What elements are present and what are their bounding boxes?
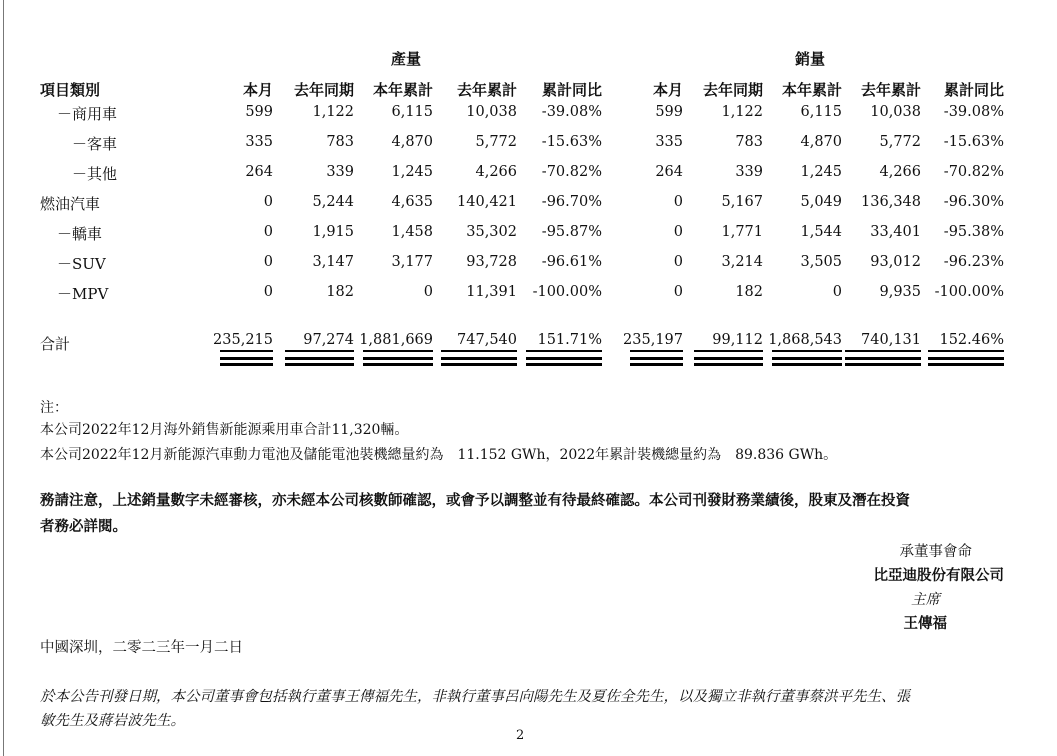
table-cell-prod-month: 264	[245, 164, 273, 180]
table-cell-sales-last-ytd: 5,772	[879, 134, 921, 150]
table-cell-prod-month: 0	[263, 284, 273, 300]
total-underline-single	[363, 350, 433, 352]
total-underline-single	[630, 350, 683, 352]
table-cell-prod-last-ytd: 5,772	[475, 134, 517, 150]
col-header-sales-last-year-same-period: 去年同期	[702, 81, 763, 99]
table-cell-sales-last-ytd: 93,012	[870, 254, 921, 270]
table-cell-sales-yoy: -96.30%	[943, 194, 1004, 210]
table-cell-prod-yoy: -15.63%	[541, 134, 602, 150]
signature-company: 比亞迪股份有限公司	[873, 567, 1004, 584]
total-underline-single	[285, 350, 354, 352]
table-cell-prod-last-ytd: 4,266	[475, 164, 517, 180]
table-cell-prod-ytd: 6,115	[391, 104, 433, 120]
col-header-prod-last-ytd: 去年累計	[456, 81, 517, 99]
table-cell-prod-ytd: 4,870	[391, 134, 433, 150]
table-cell-prod-last-ytd: 11,391	[466, 284, 517, 300]
total-underline-single	[772, 350, 842, 352]
total-cell-prod-yoy: 151.71%	[537, 332, 602, 348]
table-cell-sales-last-ytd: 136,348	[861, 194, 921, 210]
total-underline-double-top	[526, 357, 602, 360]
page-number: 2	[516, 728, 525, 743]
table-cell-sales-yoy: -95.38%	[943, 224, 1004, 240]
total-underline-double-bottom	[772, 363, 842, 366]
table-cell-prod-month: 0	[263, 194, 273, 210]
row-label: －MPV	[57, 285, 109, 303]
table-cell-sales-last-ytd: 4,266	[879, 164, 921, 180]
table-cell-prod-last-ytd: 10,038	[466, 104, 517, 120]
table-cell-prod-yoy: -100.00%	[532, 284, 602, 300]
board-statement-line-2: 敏先生及蔣岩波先生。	[40, 713, 185, 729]
table-cell-prod-last-year-same-period: 1,915	[312, 224, 354, 240]
total-underline-single	[845, 350, 921, 352]
signature-by-order: 承董事會命	[899, 544, 972, 560]
col-header-sales-ytd: 本年累計	[781, 81, 842, 99]
table-cell-sales-yoy: -70.82%	[943, 164, 1004, 180]
total-underline-double-top	[694, 357, 763, 360]
total-cell-sales-month: 235,197	[623, 332, 683, 348]
table-cell-prod-ytd: 1,245	[391, 164, 433, 180]
row-label: －轎車	[57, 225, 103, 243]
table-cell-sales-month: 0	[673, 224, 683, 240]
table-cell-sales-yoy: -96.23%	[943, 254, 1004, 270]
table-cell-prod-ytd: 0	[423, 284, 433, 300]
table-cell-sales-yoy: -100.00%	[934, 284, 1004, 300]
total-underline-double-top	[441, 357, 517, 360]
table-cell-prod-last-year-same-period: 182	[326, 284, 354, 300]
total-cell-sales-last-year-same-period: 99,112	[712, 332, 763, 348]
total-underline-double-top	[285, 357, 354, 360]
signature-title: 主席	[911, 592, 940, 608]
table-cell-sales-last-year-same-period: 783	[735, 134, 763, 150]
total-underline-double-bottom	[441, 363, 517, 366]
table-cell-prod-last-year-same-period: 783	[326, 134, 354, 150]
row-label: －其他	[72, 165, 118, 183]
table-cell-sales-yoy: -39.08%	[943, 104, 1004, 120]
total-underline-single	[526, 350, 602, 352]
total-underline-double-bottom	[630, 363, 683, 366]
table-cell-sales-ytd: 0	[832, 284, 842, 300]
table-cell-sales-ytd: 4,870	[800, 134, 842, 150]
table-cell-sales-yoy: -15.63%	[943, 134, 1004, 150]
table-cell-sales-last-ytd: 10,038	[870, 104, 921, 120]
table-cell-sales-last-year-same-period: 1,122	[721, 104, 763, 120]
total-underline-double-top	[220, 357, 273, 360]
row-label: 燃油汽車	[40, 195, 101, 213]
table-cell-prod-month: 599	[245, 104, 273, 120]
total-underline-double-top	[630, 357, 683, 360]
table-cell-sales-ytd: 6,115	[800, 104, 842, 120]
table-cell-prod-last-ytd: 35,302	[466, 224, 517, 240]
table-cell-prod-ytd: 3,177	[391, 254, 433, 270]
total-cell-sales-last-ytd: 740,131	[861, 332, 921, 348]
signature-name: 王傳福	[903, 615, 947, 632]
col-header-sales-month: 本月	[652, 81, 683, 99]
caution-line-2: 者務必詳閱。	[40, 518, 127, 535]
table-cell-sales-last-ytd: 33,401	[870, 224, 921, 240]
sales-group-header: 銷量	[795, 50, 826, 68]
col-header-sales-yoy: 累計同比	[943, 81, 1004, 99]
table-cell-sales-last-year-same-period: 3,214	[721, 254, 763, 270]
table-cell-prod-ytd: 1,458	[391, 224, 433, 240]
label-column-header: 項目類別	[40, 81, 101, 99]
total-underline-single	[928, 350, 1004, 352]
table-cell-sales-ytd: 3,505	[800, 254, 842, 270]
col-header-prod-last-year-same-period: 去年同期	[293, 81, 354, 99]
total-cell-prod-last-year-same-period: 97,274	[303, 332, 354, 348]
col-header-prod-month: 本月	[242, 81, 273, 99]
table-cell-sales-last-ytd: 9,935	[879, 284, 921, 300]
row-label: －客車	[72, 135, 118, 153]
total-underline-single	[694, 350, 763, 352]
production-group-header: 產量	[391, 50, 422, 68]
total-row-label: 合計	[40, 335, 71, 353]
total-underline-double-top	[772, 357, 842, 360]
table-cell-sales-ytd: 5,049	[800, 194, 842, 210]
total-underline-single	[220, 350, 273, 352]
col-header-prod-ytd: 本年累計	[372, 81, 433, 99]
total-cell-sales-ytd: 1,868,543	[768, 332, 842, 348]
place-and-date: 中國深圳，二零二三年一月二日	[40, 640, 243, 656]
table-cell-prod-last-year-same-period: 1,122	[312, 104, 354, 120]
total-underline-single	[441, 350, 517, 352]
table-cell-prod-last-year-same-period: 5,244	[312, 194, 354, 210]
table-cell-sales-month: 264	[655, 164, 683, 180]
table-cell-prod-last-year-same-period: 339	[326, 164, 354, 180]
total-cell-prod-last-ytd: 747,540	[457, 332, 517, 348]
table-cell-sales-month: 0	[673, 284, 683, 300]
total-underline-double-bottom	[526, 363, 602, 366]
row-label: －商用車	[57, 105, 118, 123]
table-cell-sales-last-year-same-period: 1,771	[721, 224, 763, 240]
table-cell-sales-last-year-same-period: 182	[735, 284, 763, 300]
table-cell-prod-last-year-same-period: 3,147	[312, 254, 354, 270]
total-underline-double-bottom	[928, 363, 1004, 366]
table-cell-prod-yoy: -95.87%	[541, 224, 602, 240]
table-cell-prod-yoy: -70.82%	[541, 164, 602, 180]
row-label: －SUV	[57, 255, 106, 273]
total-cell-prod-month: 235,215	[213, 332, 273, 348]
total-underline-double-bottom	[285, 363, 354, 366]
total-underline-double-bottom	[220, 363, 273, 366]
table-cell-sales-month: 0	[673, 254, 683, 270]
table-cell-prod-yoy: -96.70%	[541, 194, 602, 210]
notes-heading: 注：	[40, 400, 68, 416]
table-cell-sales-month: 335	[655, 134, 683, 150]
total-cell-sales-yoy: 152.46%	[939, 332, 1004, 348]
total-underline-double-top	[363, 357, 433, 360]
table-cell-prod-last-ytd: 93,728	[466, 254, 517, 270]
total-underline-double-top	[928, 357, 1004, 360]
total-underline-double-top	[845, 357, 921, 360]
total-underline-double-bottom	[694, 363, 763, 366]
col-header-sales-last-ytd: 去年累計	[860, 81, 921, 99]
table-cell-prod-month: 0	[263, 224, 273, 240]
table-cell-sales-month: 599	[655, 104, 683, 120]
total-underline-double-bottom	[363, 363, 433, 366]
note-line-battery-installation: 本公司2022年12月新能源汽車動力電池及儲能電池裝機總量約為 11.152 GWh，2022年累計裝機總量約為 89.836 GWh。	[40, 447, 838, 463]
table-cell-prod-month: 0	[263, 254, 273, 270]
total-underline-double-bottom	[845, 363, 921, 366]
table-cell-sales-month: 0	[673, 194, 683, 210]
table-cell-prod-ytd: 4,635	[391, 194, 433, 210]
table-cell-prod-month: 335	[245, 134, 273, 150]
board-statement-line-1: 於本公告刊發日期，本公司董事會包括執行董事王傳福先生，非執行董事呂向陽先生及夏佐全先生，以及獨立非執行董事蔡洪平先生、張	[40, 689, 910, 705]
total-cell-prod-ytd: 1,881,669	[359, 332, 433, 348]
table-cell-prod-yoy: -96.61%	[541, 254, 602, 270]
table-cell-sales-ytd: 1,245	[800, 164, 842, 180]
table-cell-sales-last-year-same-period: 339	[735, 164, 763, 180]
table-cell-prod-yoy: -39.08%	[541, 104, 602, 120]
table-cell-prod-last-ytd: 140,421	[457, 194, 517, 210]
col-header-prod-yoy: 累計同比	[541, 81, 602, 99]
table-cell-sales-last-year-same-period: 5,167	[721, 194, 763, 210]
caution-line-1: 務請注意，上述銷量數字未經審核，亦未經本公司核數師確認，或會予以調整並有待最終確認。本公司刊發財務業績後，股東及潛在投資	[40, 492, 910, 509]
note-line-overseas-sales: 本公司2022年12月海外銷售新能源乘用車合計11,320輛。	[40, 422, 409, 438]
table-cell-sales-ytd: 1,544	[800, 224, 842, 240]
